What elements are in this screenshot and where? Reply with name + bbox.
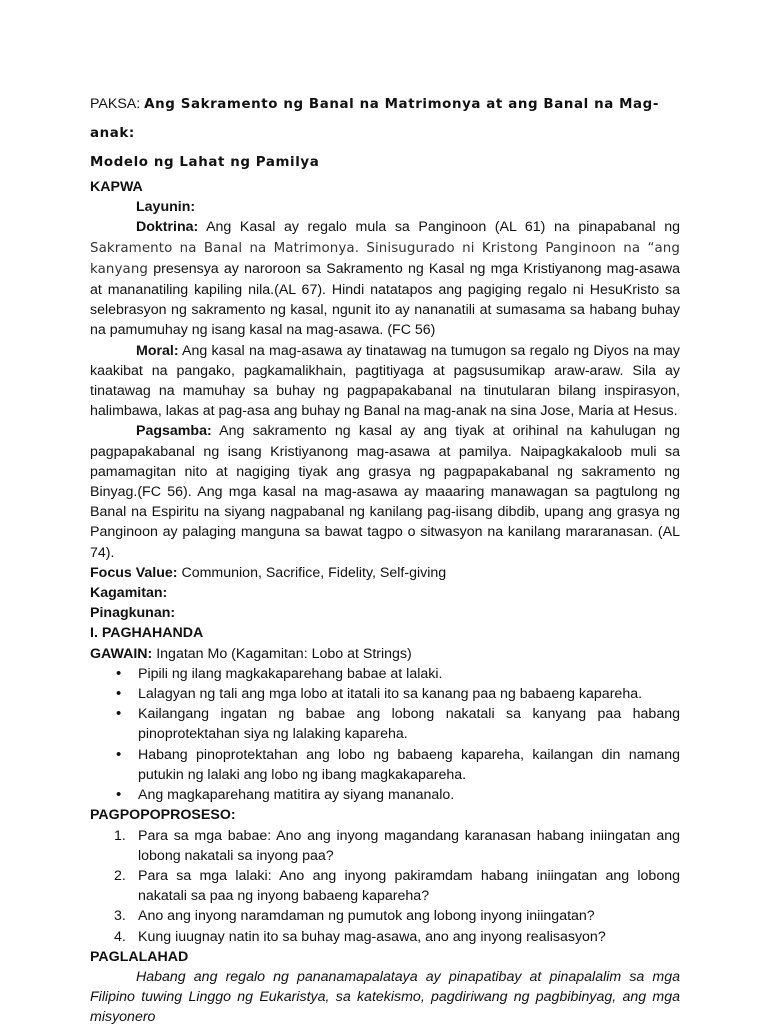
item-text: Para sa mga lalaki: Ano ang inyong pakiramdam habang iniingatan ang lobong nakatali sa paa ng inyong babaeng kapareha?: [138, 867, 680, 905]
moral-paragraph: [90, 341, 680, 422]
moral-text: Ang kasal na mag-asawa ay tinatawag na tumugon sa regalo ng Diyos na may kaakibat na pangako, pagkamalikhain, pagtitiyaga at pagsusumikap araw-araw. Sila ay tinatawag na mamuhay sa buhay ng pagpapakabanal na tinutularan bilang inspirasyon, halimbawa, lakas at pag-asa ang buhay ng Banal na mag-anak na sina Jose, Maria at Hesus.: [90, 342, 680, 420]
focus-value-text: Communion, Sacrifice, Fidelity, Self-giving: [181, 564, 447, 581]
list-item: [114, 927, 680, 947]
list-item: • Lalagyan ng tali ang mga lobo at itatali ito sa kanang paa ng babaeng kapareha.: [138, 684, 680, 704]
doktrina-label: Doktrina:: [136, 219, 199, 236]
paksa-title-a: Ang Sakramento ng Banal na Matrimonya at ang Banal na Mag-anak:: [90, 97, 660, 141]
paghahanda-heading: I. PAGHAHANDA: [90, 625, 204, 642]
doktrina-text-2: Sakramento na Banal na Matrimonya. Sinisugurado ni Kristong Panginoon na “ang kanyang: [90, 240, 680, 277]
item-number: 2.: [114, 867, 126, 884]
gawain-line: [90, 644, 680, 664]
list-item: [114, 906, 680, 926]
pagsamba-label: Pagsamba:: [136, 423, 212, 440]
paglalahad-paragraph: Habang ang regalo ng pananamapalataya ay pinapatibay at pinapalalim sa mga Filipino tuwing Linggo ng Eukaristya, sa katekismo, pagdiriwang ng pagbibinyag, ang mga misyonero: [90, 968, 680, 1024]
gawain-text: Ingatan Mo (Kagamitan: Lobo at Strings): [156, 645, 412, 662]
pagpoproseso-heading: PAGPOPOPROSESO:: [90, 807, 236, 824]
pagsamba-paragraph: [90, 421, 680, 562]
paksa-label: PAKSA:: [90, 96, 141, 112]
item-number: 1.: [114, 827, 126, 844]
focus-value-label: Focus Value:: [90, 564, 178, 581]
doktrina-text-1: Ang Kasal ay regalo mula sa Panginoon (AL 61) na pinapabanal ng: [206, 219, 680, 236]
kagamitan-label: Kagamitan:: [90, 585, 168, 602]
item-number: 4.: [114, 928, 126, 945]
doktrina-text-3: presensya ay naroroon sa Sakramento ng Kasal ng mga Kristiyanong mag-asawa at mananatiling kapiling nila.(AL 67). Hindi natatapos ang pagiging regalo ni HesuKristo sa selebrasyon ng sakramento ng kasal, ngunit ito ay nananatili at sumasama sa habang buhay na pamumuhay ng isang kasal na mag-asawa. (FC 56): [90, 260, 680, 339]
gawain-list: [90, 664, 680, 805]
moral-label: Moral:: [136, 342, 179, 359]
paksa-title-b: Modelo ng Lahat ng Pamilya: [90, 155, 320, 170]
paksa-heading: [90, 90, 680, 177]
kapwa-heading: KAPWA: [90, 179, 143, 195]
list-item: • Pipili ng ilang magkakaparehang babae at lalaki.: [138, 664, 680, 684]
list-item: [114, 866, 680, 906]
pinagkunan-label: Pinagkunan:: [90, 605, 176, 622]
focus-value-line: [90, 563, 680, 583]
item-number: 3.: [114, 908, 126, 925]
item-text: Ano ang inyong naramdaman ng pumutok ang lobong inyong iniingatan?: [138, 908, 595, 925]
pagpoproseso-list: [90, 826, 680, 947]
list-item: • Ang magkaparehang matitira ay siyang mananalo.: [138, 785, 680, 805]
list-item: • Habang pinoprotektahan ang lobo ng babaeng kapareha, kailangan din namang putukin ng lalaki ang lobo ng ibang magkakapareha.: [138, 745, 680, 785]
list-item: • Kailangang ingatan ng babae ang lobong nakatali sa kanyang paa habang pinoprotektahan siya ng lalaking kapareha.: [138, 704, 680, 744]
item-text: Para sa mga babae: Ano ang inyong magandang karanasan habang iniingatan ang lobong nakatali sa inyong paa?: [138, 827, 680, 864]
doktrina-paragraph: [90, 217, 680, 340]
list-item: [114, 826, 680, 866]
layunin-label: Layunin:: [136, 199, 196, 216]
item-text: Kung iuugnay natin ito sa buhay mag-asawa, ano ang inyong realisasyon?: [138, 928, 606, 945]
paglalahad-heading: PAGLALAHAD: [90, 948, 189, 965]
pagsamba-text: Ang sakramento ng kasal ay ang tiyak at orihinal na kahulugan ng pagpapakabanal ng isang Kristiyanong mag-asawa at pamilya. Naipagkakaloob muli sa pamamagitan nito at nagiging tiyak ang grasya ng pagpapakabanal ng sakramento ng Binyag.(FC 56). Ang mga kasal na mag-asawa ay maaaring manawagan sa pagtulong ng Banal na Espiritu na siyang nagpabanal ng kanilang pag-iisang dibdib, upang ang grasya ng Panginoon ay palaging manguna sa bawat tagpo o sitwasyon na kanilang mararanasan. (AL 74).: [90, 423, 680, 561]
gawain-label: GAWAIN:: [90, 645, 153, 662]
